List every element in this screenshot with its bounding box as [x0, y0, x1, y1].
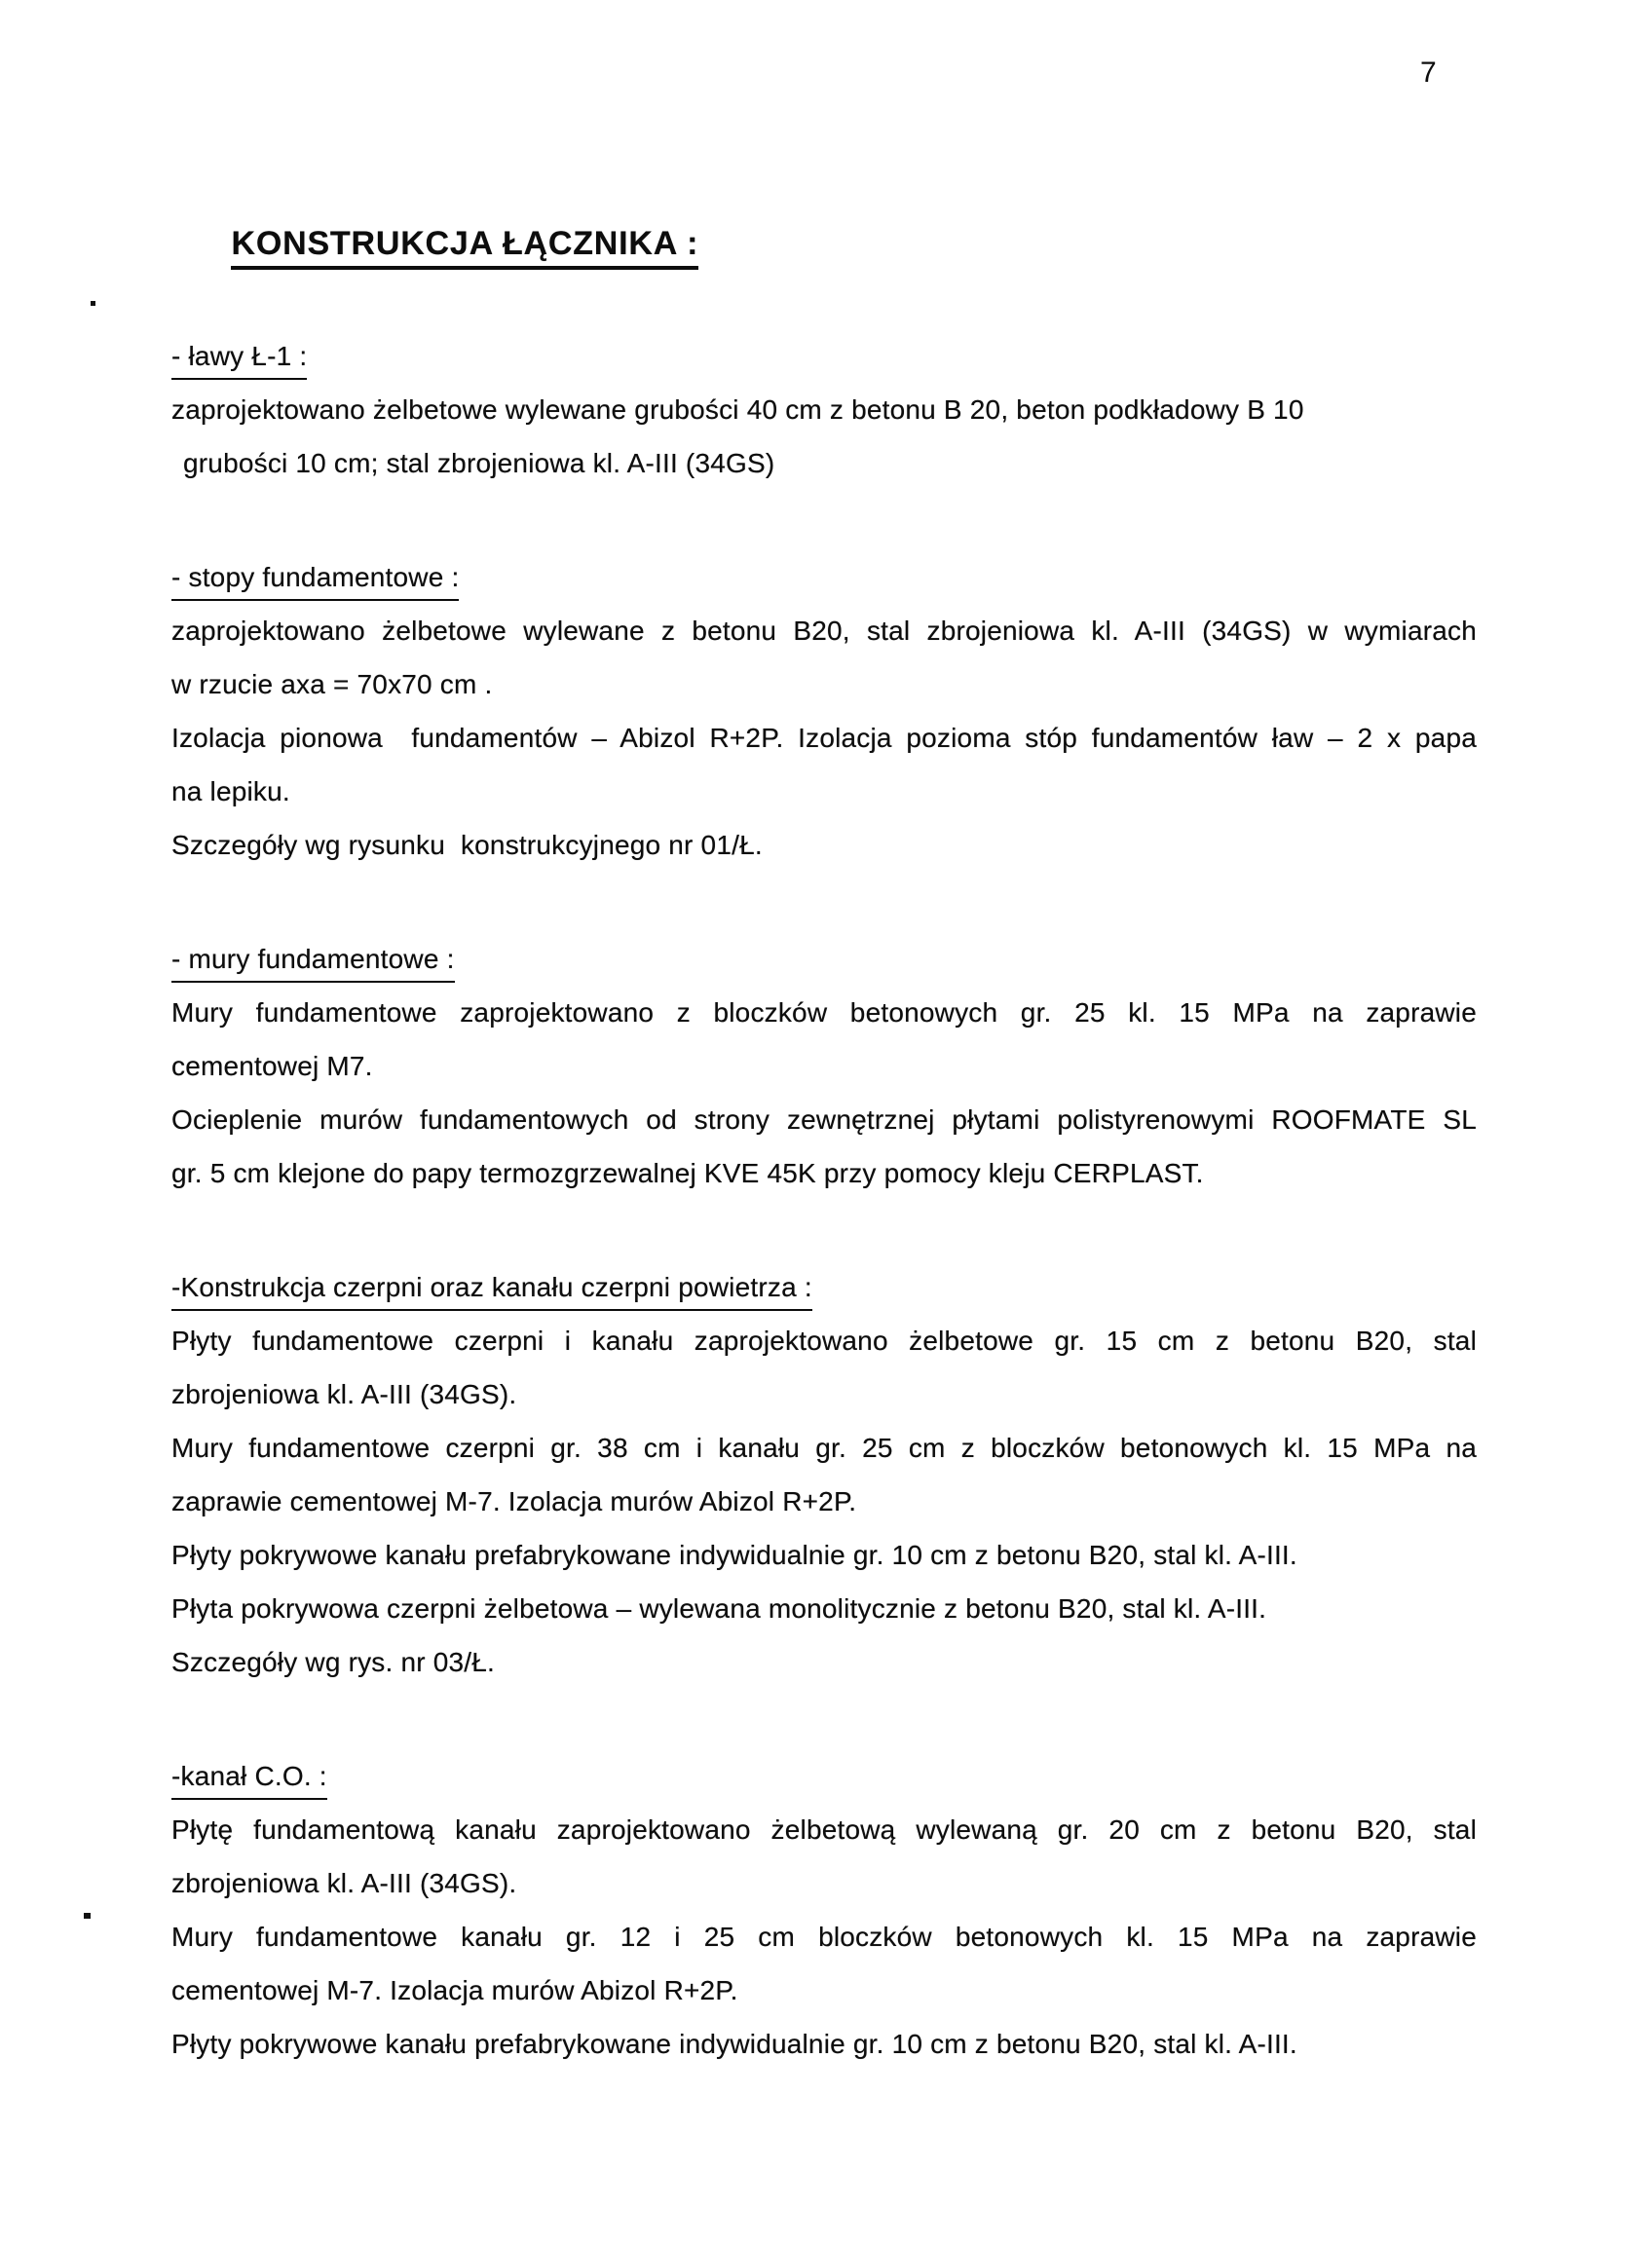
- text-line: na lepiku.: [171, 776, 290, 806]
- section-heading-text: -Konstrukcja czerpni oraz kanału czerpni powietrza :: [171, 1268, 812, 1311]
- text-line: Płyta pokrywowa czerpni żelbetowa – wylewana monolitycznie z betonu B20, stal kl. A-III.: [171, 1593, 1267, 1624]
- text-line: w rzucie axa = 70x70 cm .: [171, 669, 493, 699]
- section-heading: [171, 1260, 1477, 1314]
- section-5: [171, 1749, 1477, 2071]
- section-heading-text: - stopy fundamentowe :: [171, 558, 459, 601]
- text-line: zaprawie cementowej M-7. Izolacja murów Abizol R+2P.: [171, 1486, 857, 1516]
- section-4: [171, 1260, 1477, 1689]
- section-heading: [171, 1749, 1477, 1803]
- scan-speckle: [84, 1913, 91, 1919]
- text-line: cementowej M-7. Izolacja murów Abizol R+2P.: [171, 1975, 738, 2005]
- section-heading: [171, 932, 1477, 986]
- text-line: zbrojeniowa kl. A-III (34GS).: [171, 1868, 517, 1898]
- text-line: Szczegóły wg rysunku konstrukcyjnego nr 01/Ł.: [171, 830, 763, 860]
- section-heading-text: - mury fundamentowe :: [171, 940, 455, 983]
- document-title-text: KONSTRUKCJA ŁĄCZNIKA :: [231, 222, 698, 270]
- text-line: Ocieplenie murów fundamentowych od strony zewnętrznej płytami polistyrenowymi ROOFMATE SL: [171, 1104, 1477, 1135]
- section-2: [171, 550, 1477, 872]
- text-line: zaprojektowano żelbetowe wylewane z betonu B20, stal zbrojeniowa kl. A-III (34GS) w wymiarach: [171, 616, 1477, 646]
- page-number: 7: [1420, 56, 1437, 89]
- text-line: grubości 10 cm; stal zbrojeniowa kl. A-III (34GS): [183, 448, 775, 478]
- text-line: Izolacja pionowa fundamentów – Abizol R+2P. Izolacja pozioma stóp fundamentów ław – 2 x papa: [171, 723, 1477, 753]
- text-line: zaprojektowano żelbetowe wylewane grubości 40 cm z betonu B 20, beton podkładowy B 10: [171, 394, 1304, 425]
- section-heading-text: - ławy Ł-1 :: [171, 337, 307, 380]
- text-line: Płyty fundamentowe czerpni i kanału zaprojektowano żelbetowe gr. 15 cm z betonu B20, stal: [171, 1326, 1477, 1356]
- text-line: gr. 5 cm klejone do papy termozgrzewalnej KVE 45K przy pomocy kleju CERPLAST.: [171, 1158, 1204, 1188]
- text-line: cementowej M7.: [171, 1051, 373, 1081]
- text-line: Mury fundamentowe kanału gr. 12 i 25 cm bloczków betonowych kl. 15 MPa na zaprawie: [171, 1922, 1477, 1952]
- text-line: Mury fundamentowe zaprojektowano z bloczków betonowych gr. 25 kl. 15 MPa na zaprawie: [171, 997, 1477, 1028]
- section-1: [171, 329, 1477, 490]
- document-title: [171, 164, 1477, 324]
- section-3: [171, 932, 1477, 1200]
- section-heading-text: -kanał C.O. :: [171, 1757, 327, 1800]
- text-line: Płyty pokrywowe kanału prefabrykowane indywidualnie gr. 10 cm z betonu B20, stal kl. A-III.: [171, 1540, 1297, 1570]
- text-line: zbrojeniowa kl. A-III (34GS).: [171, 1379, 517, 1409]
- text-line: Szczegóły wg rys. nr 03/Ł.: [171, 1647, 495, 1677]
- scan-speckle: [91, 301, 95, 306]
- text-line: Płytę fundamentową kanału zaprojektowano żelbetową wylewaną gr. 20 cm z betonu B20, stal: [171, 1814, 1477, 1845]
- document-sections: [171, 329, 1477, 2071]
- document-content: [171, 164, 1477, 2071]
- section-heading: [171, 329, 1477, 383]
- text-line: Mury fundamentowe czerpni gr. 38 cm i kanału gr. 25 cm z bloczków betonowych kl. 15 MPa na: [171, 1433, 1477, 1463]
- section-heading: [171, 550, 1477, 604]
- text-line: Płyty pokrywowe kanału prefabrykowane indywidualnie gr. 10 cm z betonu B20, stal kl. A-III.: [171, 2029, 1297, 2059]
